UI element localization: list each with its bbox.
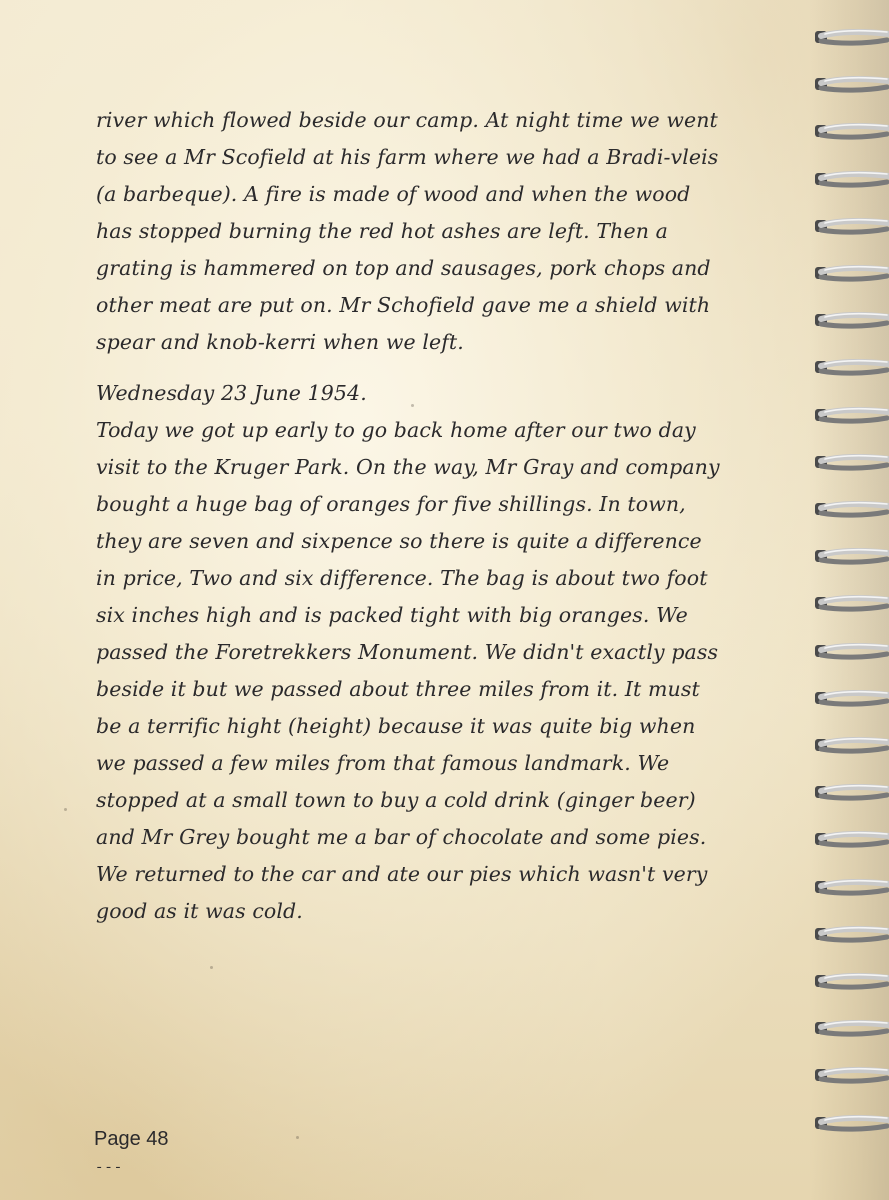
binding-coil	[809, 1060, 889, 1090]
text-line: has stopped burning the red hot ashes are left. Then a	[96, 219, 668, 243]
text-line: visit to the Kruger Park. On the way, Mr Gray and company	[96, 455, 720, 479]
text-line: beside it but we passed about three miles from it. It must	[96, 677, 700, 701]
binding-coil	[809, 919, 889, 949]
binding-coil	[809, 1013, 889, 1043]
binding-coil	[809, 588, 889, 618]
binding-coil	[809, 69, 889, 99]
text-line: (a barbeque). A fire is made of wood and when the wood	[96, 182, 691, 206]
paper-speck	[411, 404, 414, 407]
binding-coil	[809, 164, 889, 194]
binding-coil	[809, 683, 889, 713]
text-line: six inches high and is packed tight with big oranges. We	[96, 603, 688, 627]
binding-coil	[809, 400, 889, 430]
binding-coil	[809, 824, 889, 854]
text-line: and Mr Grey bought me a bar of chocolate and some pies.	[96, 825, 707, 849]
binding-coil	[809, 305, 889, 335]
entry-date: Wednesday 23 June 1954.	[96, 381, 367, 405]
text-line: spear and knob-kerri when we left.	[96, 330, 464, 354]
binding-coil	[809, 1108, 889, 1138]
paper-speck	[64, 808, 67, 811]
text-line: they are seven and sixpence so there is quite a difference	[96, 529, 702, 553]
binding-coil	[809, 636, 889, 666]
binding-coil	[809, 730, 889, 760]
binding-coil	[809, 211, 889, 241]
text-line: to see a Mr Scofield at his farm where we had a Bradi-vleis	[96, 145, 719, 169]
paragraph-journey-home	[96, 375, 796, 930]
text-line: passed the Foretrekkers Monument. We didn't exactly pass	[96, 640, 719, 664]
text-line: We returned to the car and ate our pies which wasn't very	[96, 862, 708, 886]
text-line: stopped at a small town to buy a cold drink (ginger beer)	[96, 788, 696, 812]
text-line: Today we got up early to go back home after our two day	[96, 418, 696, 442]
text-line: bought a huge bag of oranges for five shillings. In town,	[96, 492, 686, 516]
page-number: Page 48	[94, 1128, 169, 1150]
binding-coil	[809, 116, 889, 146]
spiral-binding	[809, 0, 889, 1200]
text-line: we passed a few miles from that famous landmark. We	[96, 751, 670, 775]
text-line: other meat are put on. Mr Schofield gave me a shield with	[96, 293, 711, 317]
text-line: be a terrific hight (height) because it was quite big when	[96, 714, 696, 738]
paper-speck	[210, 966, 213, 969]
text-line: good as it was cold.	[96, 899, 303, 923]
binding-coil	[809, 541, 889, 571]
page-number-rule: ---	[95, 1160, 124, 1176]
binding-coil	[809, 872, 889, 902]
binding-coil	[809, 494, 889, 524]
binding-coil	[809, 22, 889, 52]
binding-coil	[809, 447, 889, 477]
binding-coil	[809, 258, 889, 288]
diary-text	[96, 102, 796, 944]
paragraph-camp	[96, 102, 796, 361]
binding-coil	[809, 352, 889, 382]
binding-coil	[809, 966, 889, 996]
paper-speck	[296, 1136, 299, 1139]
text-line: in price, Two and six difference. The bag is about two foot	[96, 566, 708, 590]
text-line: river which flowed beside our camp. At night time we went	[96, 108, 718, 132]
binding-coil	[809, 777, 889, 807]
text-line: grating is hammered on top and sausages, pork chops and	[96, 256, 711, 280]
